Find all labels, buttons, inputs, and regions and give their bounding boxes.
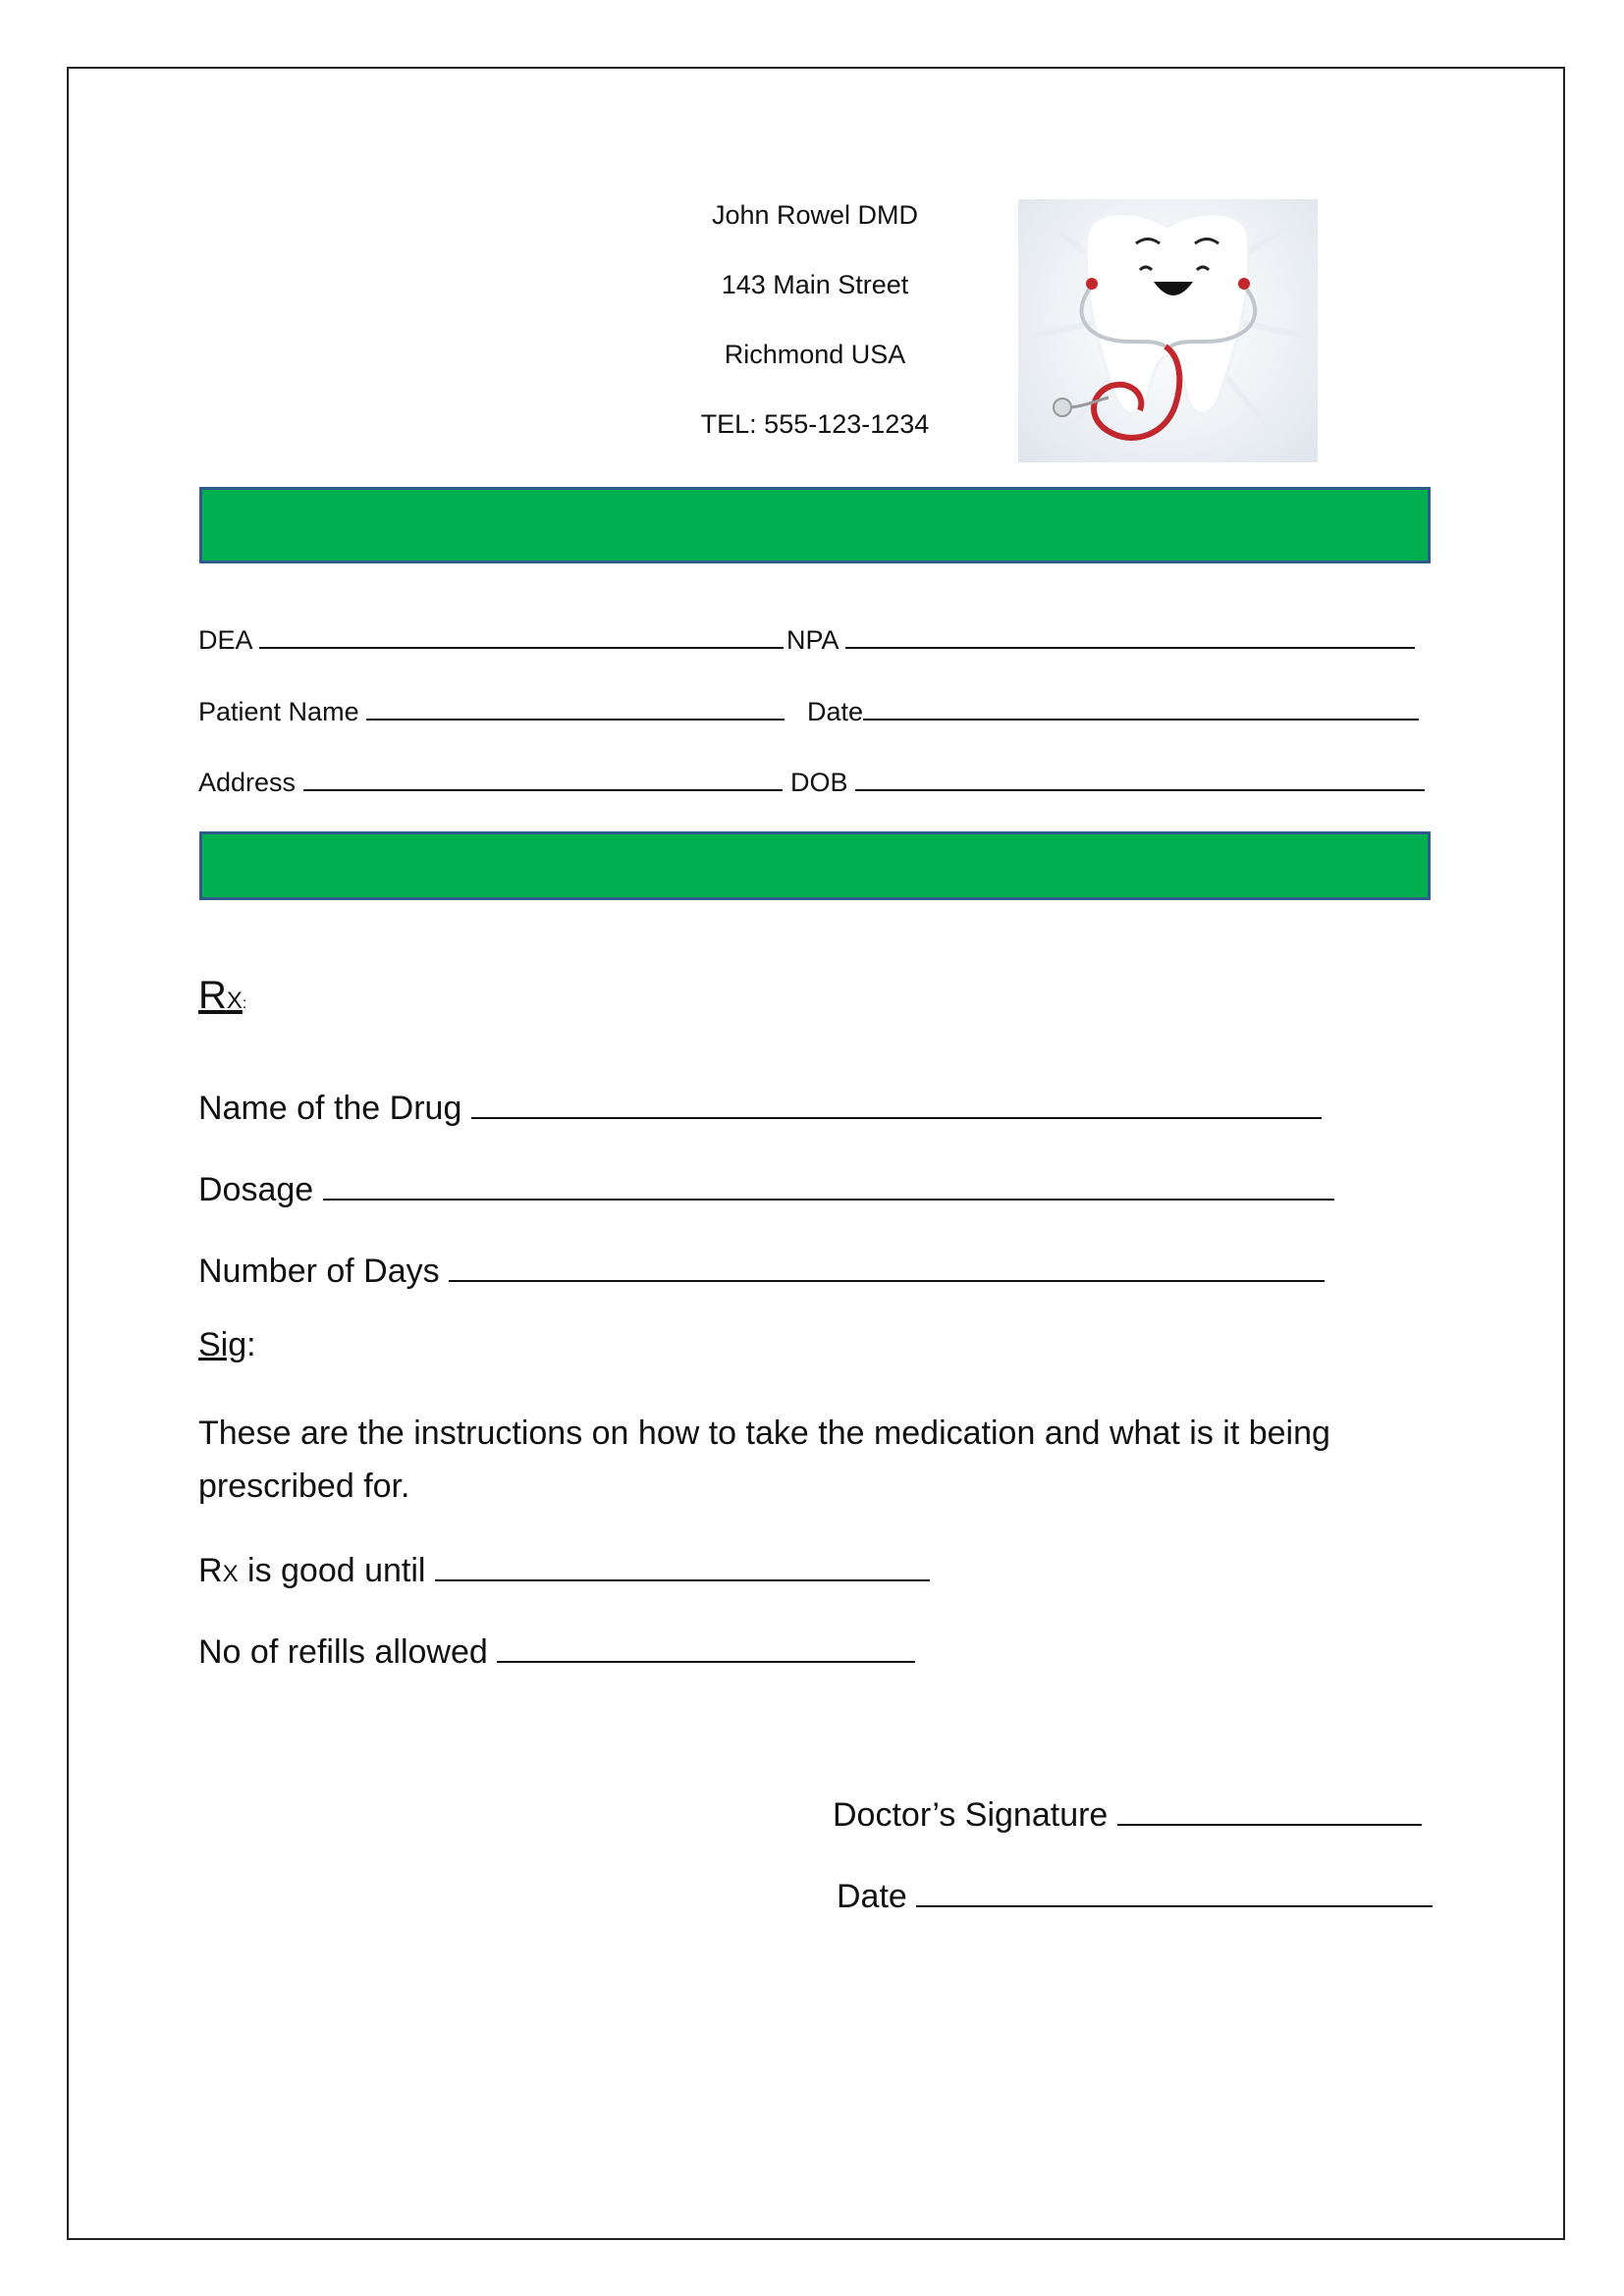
patient-name-field[interactable] (198, 691, 785, 727)
refills-allowed-label: No of refills allowed (198, 1633, 488, 1671)
doctor-signature-label: Doctor’s Signature (833, 1796, 1109, 1834)
dosage-blank[interactable] (323, 1165, 1334, 1201)
doctor-signature-field[interactable] (833, 1790, 1422, 1835)
sig-label: Sig (198, 1326, 247, 1363)
signature-date-blank[interactable] (916, 1872, 1433, 1907)
green-divider-bar-top (199, 487, 1431, 563)
address-blank[interactable] (303, 762, 783, 791)
refills-allowed-field[interactable] (198, 1628, 915, 1672)
dob-label: DOB (790, 768, 848, 797)
npa-label: NPA (786, 625, 839, 655)
rx-colon: : (242, 995, 247, 1012)
green-divider-bar-bottom (199, 831, 1431, 900)
city: Richmond USA (724, 340, 906, 369)
dea-blank[interactable] (259, 619, 784, 649)
tooth-stethoscope-logo (1018, 199, 1318, 462)
patient-name-label: Patient Name (198, 697, 359, 726)
dea-field[interactable] (198, 619, 784, 656)
number-of-days-blank[interactable] (449, 1247, 1325, 1282)
phone-number: TEL: 555-123-1234 (700, 409, 930, 439)
drug-name-label: Name of the Drug (198, 1090, 462, 1127)
patient-name-blank[interactable] (366, 691, 785, 721)
sig-instructions: These are the instructions on how to take the medication and what is it being prescribed for. (198, 1415, 1330, 1505)
address-label: Address (198, 768, 297, 797)
sig-heading (198, 1325, 256, 1364)
date-label: Date (807, 697, 864, 726)
tooth-with-stethoscope-icon (1018, 199, 1318, 462)
drug-name-blank[interactable] (471, 1084, 1322, 1119)
dob-field[interactable] (790, 762, 1425, 798)
dob-blank[interactable] (855, 762, 1425, 791)
rx-good-until-label: RX is good until (198, 1552, 426, 1589)
npa-blank[interactable] (845, 619, 1415, 649)
number-of-days-label: Number of Days (198, 1253, 440, 1290)
doctor-name: John Rowel DMD (711, 200, 919, 230)
dosage-field[interactable] (198, 1165, 1334, 1209)
drug-name-field[interactable] (198, 1084, 1322, 1128)
signature-date-field[interactable] (837, 1872, 1433, 1916)
dea-label: DEA (198, 625, 252, 655)
doctor-signature-blank[interactable] (1117, 1790, 1422, 1826)
rx-good-until-field[interactable] (198, 1546, 930, 1594)
date-field[interactable] (807, 691, 1419, 727)
refills-allowed-blank[interactable] (497, 1628, 915, 1663)
signature-date-label: Date (837, 1878, 907, 1915)
npa-field[interactable] (786, 619, 1415, 656)
rx-good-until-blank[interactable] (435, 1546, 930, 1581)
rx-heading (198, 973, 246, 1027)
sig-colon: : (246, 1326, 256, 1363)
number-of-days-field[interactable] (198, 1247, 1325, 1291)
street-address: 143 Main Street (721, 270, 909, 299)
date-blank[interactable] (863, 691, 1419, 721)
address-field[interactable] (198, 762, 783, 798)
rx-symbol: RX (198, 974, 243, 1017)
dosage-label: Dosage (198, 1171, 314, 1208)
